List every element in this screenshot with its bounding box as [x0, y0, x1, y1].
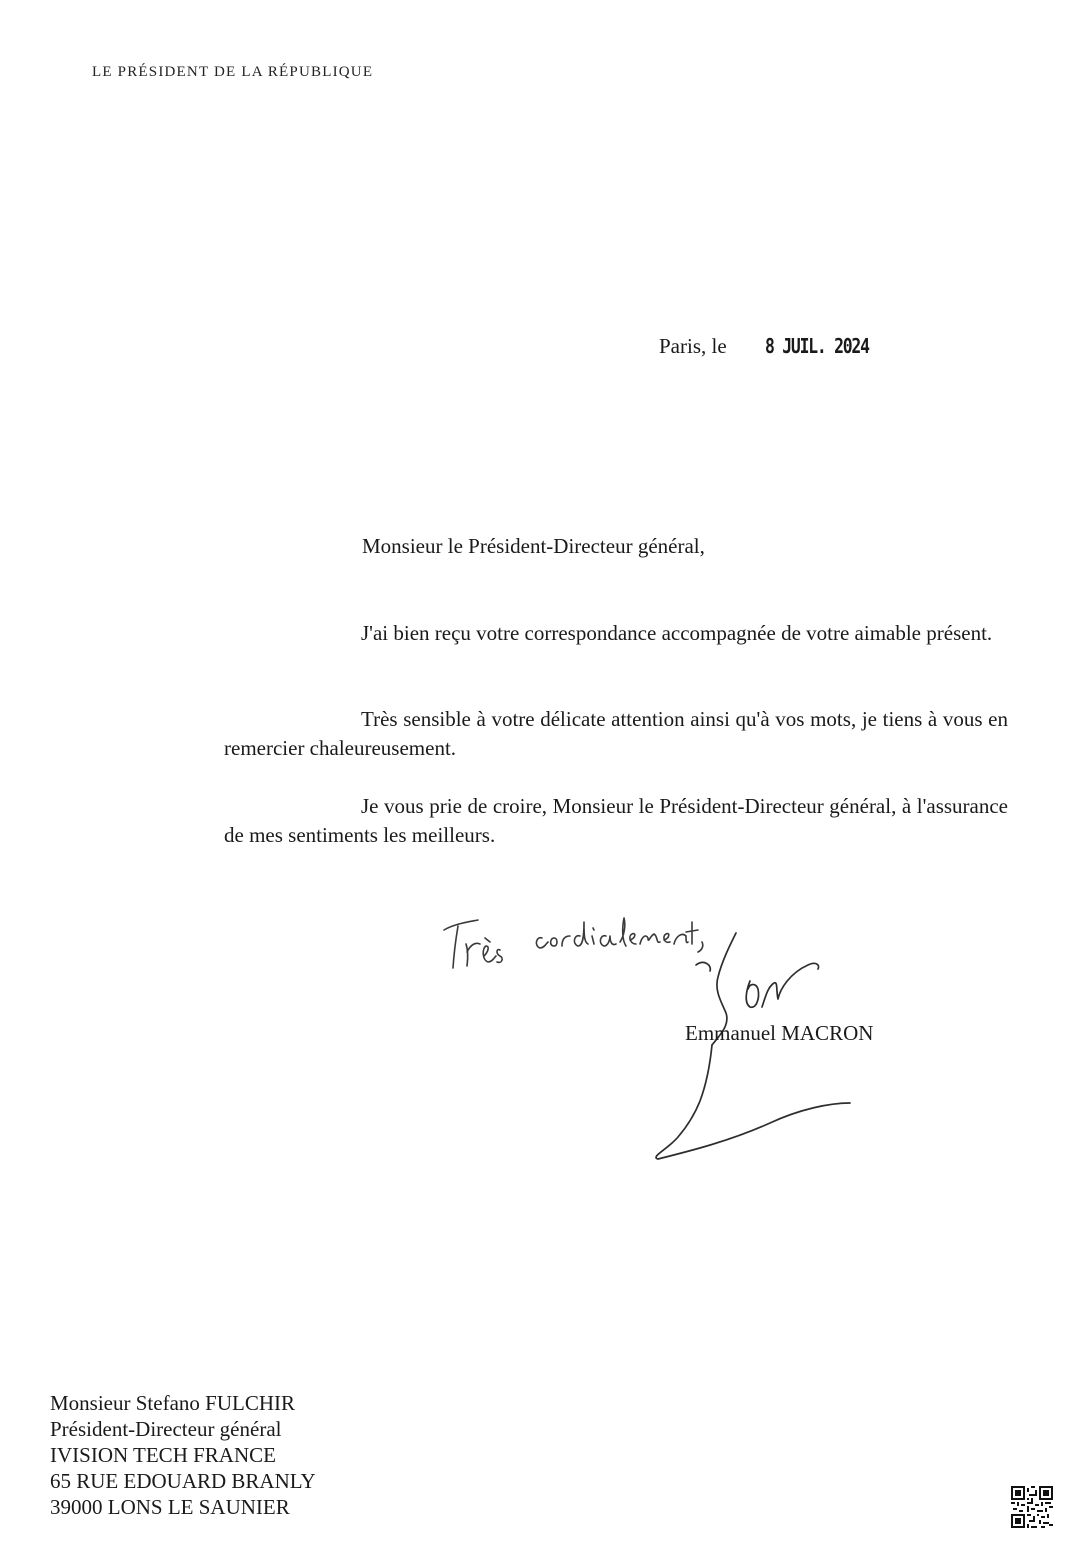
qr-code-icon: [1011, 1486, 1053, 1528]
paragraph-1: J'ai bien reçu votre correspondance accompagnée de votre aimable présent.: [361, 621, 993, 645]
recipient-title: Président-Directeur général: [50, 1417, 282, 1441]
salutation: Monsieur le Président-Directeur général,: [362, 534, 705, 558]
place-date-line: [659, 334, 891, 359]
recipient-company: IVISION TECH FRANCE: [50, 1443, 276, 1467]
recipient-city: 39000 LONS LE SAUNIER: [50, 1495, 290, 1519]
recipient-name: Monsieur Stefano FULCHIR: [50, 1391, 295, 1415]
recipient-address: [50, 1390, 316, 1520]
paragraph-3: Je vous prie de croire, Monsieur le Président-Directeur général, à l'assurance de mes sentiments les meilleurs.: [224, 794, 1008, 847]
letterhead: LE PRÉSIDENT DE LA RÉPUBLIQUE: [92, 64, 374, 80]
recipient-street: 65 RUE EDOUARD BRANLY: [50, 1469, 316, 1493]
signatory-name: Emmanuel MACRON: [685, 1021, 874, 1045]
paragraph-2: Très sensible à votre délicate attention ainsi qu'à vos mots, je tiens à vous en remercier chaleureusement.: [224, 707, 1008, 760]
place: Paris, le: [659, 334, 727, 358]
date-stamp: 8 JUIL. 2024: [764, 334, 869, 358]
